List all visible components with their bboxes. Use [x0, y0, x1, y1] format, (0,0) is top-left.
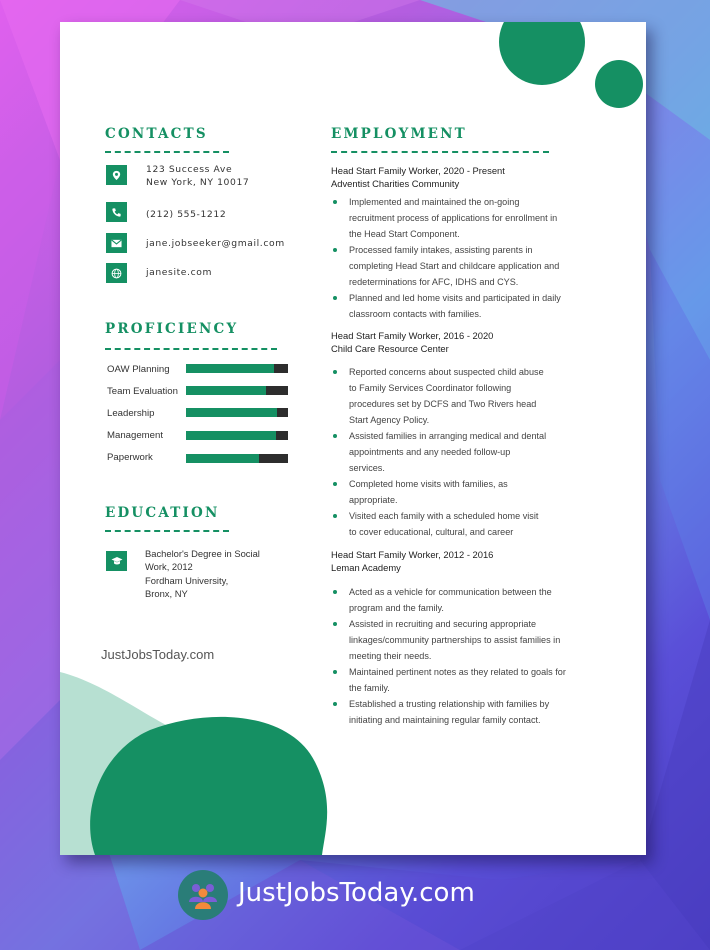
graduation-cap-icon: [106, 551, 127, 571]
skill-label: Paperwork: [107, 452, 153, 463]
envelope-icon: [106, 233, 127, 253]
bullet-item: Reported concerns about suspected child abuse to Family Services Coordinator following procedures set by DCFS and Two Rivers head Start Agency Policy.: [331, 364, 631, 428]
skill-bar: [186, 386, 288, 395]
bullet-dot: [333, 296, 337, 300]
proficiency-divider: [105, 348, 277, 350]
job-title: Head Start Family Worker, 2020 - Present: [331, 165, 505, 176]
employment-heading: EMPLOYMENT: [331, 126, 467, 142]
bullet-dot: [333, 370, 337, 374]
job-organization: Adventist Charities Community: [331, 178, 460, 189]
address-line-2: New York, NY 10017: [146, 177, 250, 188]
skill-bar: [186, 364, 288, 373]
email-address: jane.jobseeker@gmail.com: [146, 238, 285, 249]
bullet-item: Established a trusting relationship with families by initiating and maintaining regular family contact.: [331, 696, 631, 728]
bullet-item: Processed family intakes, assisting parents in completing Head Start and childcare application and redeterminations for AFC, IDHS and CYS.: [331, 242, 631, 290]
bullet-dot: [333, 702, 337, 706]
skill-bar-fill: [186, 454, 259, 463]
bullet-dot: [333, 670, 337, 674]
skill-bar-fill: [186, 408, 277, 417]
contacts-divider: [105, 151, 229, 153]
bullet-dot: [333, 248, 337, 252]
phone-number: (212) 555-1212: [146, 209, 227, 220]
job-organization: Leman Academy: [331, 562, 401, 573]
employment-divider: [331, 151, 549, 153]
skill-bar-fill: [186, 431, 276, 440]
proficiency-heading: PROFICIENCY: [105, 321, 239, 337]
contacts-heading: CONTACTS: [105, 126, 208, 142]
job-bullets: [331, 584, 631, 728]
skill-bar: [186, 408, 288, 417]
job-bullets: [331, 194, 631, 322]
skill-bar-fill: [186, 364, 274, 373]
bullet-dot: [333, 590, 337, 594]
bullet-item: Maintained pertinent notes as they related to goals for the family.: [331, 664, 631, 696]
bullet-item: Completed home visits with families, as appropriate.: [331, 476, 631, 508]
school-name: Fordham University,: [145, 575, 229, 586]
degree-line-1: Bachelor's Degree in Social: [145, 548, 260, 559]
bullet-dot: [333, 482, 337, 486]
bullet-item: Planned and led home visits and participated in daily classroom contacts with families.: [331, 290, 631, 322]
skill-label: Leadership: [107, 408, 155, 419]
people-group-logo-icon: [178, 870, 228, 920]
skill-bar: [186, 431, 288, 440]
job-title: Head Start Family Worker, 2012 - 2016: [331, 549, 494, 560]
globe-icon: [106, 263, 127, 283]
bullet-item: Assisted in recruiting and securing appropriate linkages/community partnerships to assist families in meeting their needs.: [331, 616, 631, 664]
address-line-1: 123 Success Ave: [146, 164, 233, 175]
phone-icon: [106, 202, 127, 222]
bullet-dot: [333, 514, 337, 518]
job-title: Head Start Family Worker, 2016 - 2020: [331, 330, 494, 341]
bullet-dot: [333, 200, 337, 204]
skill-bar-fill: [186, 386, 266, 395]
skill-label: OAW Planning: [107, 364, 170, 375]
website: janesite.com: [146, 267, 212, 278]
location-pin-icon: [106, 165, 127, 185]
bullet-item: Assisted families in arranging medical and dental appointments and any needed follow-up services.: [331, 428, 631, 476]
bullet-dot: [333, 434, 337, 438]
bullet-item: Acted as a vehicle for communication between the program and the family.: [331, 584, 631, 616]
job-organization: Child Care Resource Center: [331, 343, 449, 354]
school-location: Bronx, NY: [145, 588, 188, 599]
footer-site-name[interactable]: JustJobsToday.com: [238, 878, 475, 908]
skill-bar: [186, 454, 288, 463]
degree-line-2: Work, 2012: [145, 561, 193, 572]
skill-label: Management: [107, 430, 163, 441]
watermark-text: JustJobsToday.com: [101, 647, 215, 662]
job-bullets: [331, 364, 631, 540]
skill-label: Team Evaluation: [107, 386, 178, 397]
education-heading: EDUCATION: [105, 505, 220, 521]
resume-page: [60, 22, 646, 855]
bullet-item: Implemented and maintained the on-going recruitment process of applications for enrollment in the Head Start Component.: [331, 194, 631, 242]
education-divider: [105, 530, 229, 532]
bullet-dot: [333, 622, 337, 626]
bullet-item: Visited each family with a scheduled home visit to cover educational, cultural, and career: [331, 508, 631, 540]
